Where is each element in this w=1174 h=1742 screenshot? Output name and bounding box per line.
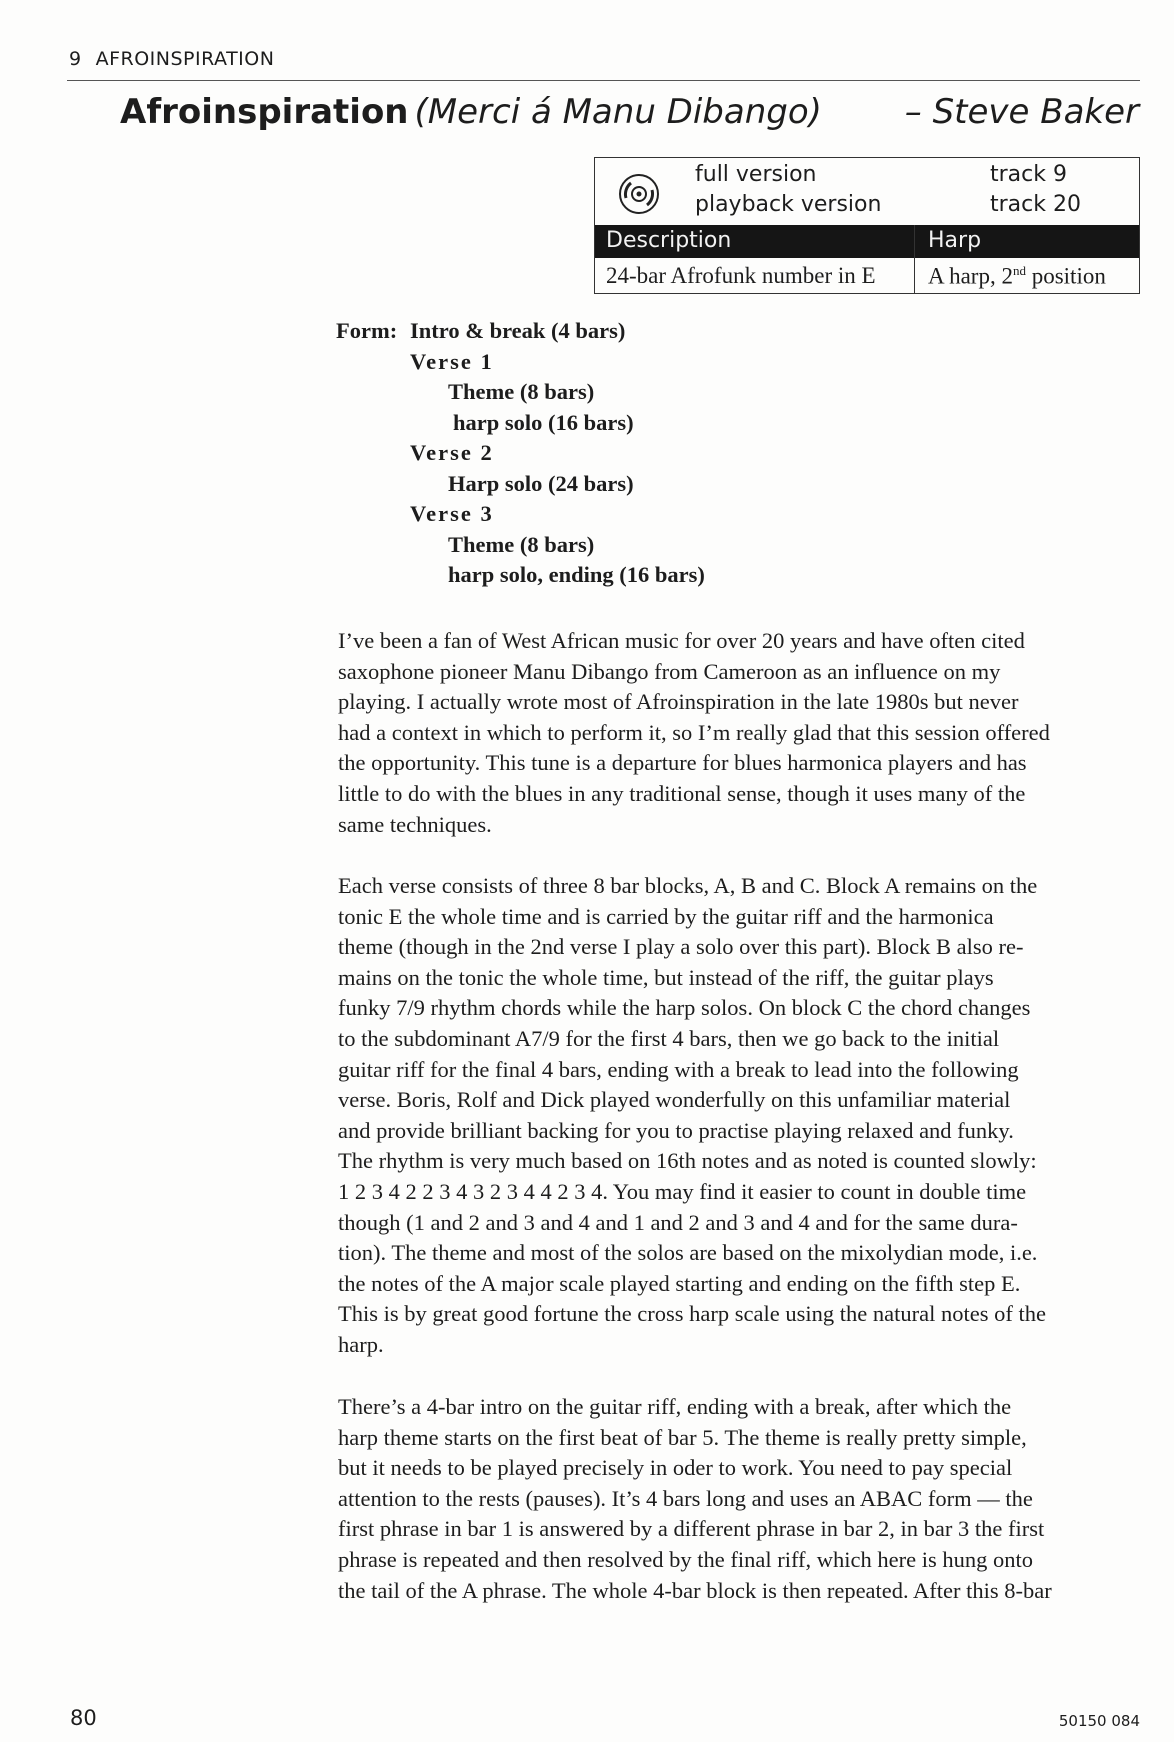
title-author: – Steve Baker: [904, 92, 1139, 132]
title-subtitle: (Merci á Manu Dibango): [414, 92, 822, 132]
text-line: though (1 and 2 and 3 and 4 and 1 and 2 and 3 and 4 and for the same dura-: [338, 1209, 1018, 1235]
form-label: Form:: [336, 318, 398, 343]
text-line: There’s a 4-bar intro on the guitar riff, ending with a break, after which the: [338, 1394, 1012, 1419]
text-line: to the subdominant A7/9 for the first 4 bars, then we go back to the initial: [338, 1025, 1000, 1051]
text-line: but it needs to be played precisely in oder to work. You need to pay special: [338, 1455, 1013, 1481]
form-item: Verse 2: [410, 440, 494, 465]
page-number: 80: [70, 1706, 97, 1730]
cd-icon: [617, 172, 661, 221]
text-line: mains on the tonic the whole time, but instead of the riff, the guitar plays: [338, 964, 994, 990]
text-line: attention to the rests (pauses). It’s 4 bars long and uses an ABAC form — the: [338, 1485, 1033, 1511]
text-line: tonic E the whole time and is carried by the guitar riff and the harmonica: [338, 903, 994, 929]
text-line: phrase is repeated and then resolved by the final riff, which here is hung onto: [338, 1546, 1033, 1572]
text-line: little to do with the blues in any traditional sense, though it uses many of the: [338, 780, 1026, 806]
track-label: playback version: [695, 192, 882, 217]
info-header-bar: [595, 225, 1139, 258]
chapter-title: AFROINSPIRATION: [95, 48, 275, 70]
track-label: full version: [695, 162, 817, 187]
harp-value: A harp, 2nd position: [928, 263, 1106, 289]
text-line: the tail of the A phrase. The whole 4-bar block is then repeated. After this 8-bar: [338, 1577, 1052, 1603]
text-line: theme (though in the 2nd verse I play a solo over this part). Block B also re-: [338, 934, 1024, 960]
paragraph-structure: [338, 871, 1143, 1361]
form-item: Theme (8 bars): [448, 531, 595, 557]
running-head: [69, 48, 274, 70]
form-item: Theme (8 bars): [448, 379, 595, 404]
form-item: harp solo, ending (16 bars): [448, 562, 705, 587]
text-line: the opportunity. This tune is a departure for blues harmonica players and has: [338, 750, 1027, 776]
text-line: Each verse consists of three 8 bar blocks, A, B and C. Block A remains on the: [338, 873, 1038, 898]
form-item: harp solo (16 bars): [453, 409, 634, 435]
track-number: track 9: [990, 162, 1067, 187]
chapter-number: 9: [69, 48, 82, 70]
description-value: 24-bar Afrofunk number in E: [606, 263, 876, 288]
catalog-code: 50150 084: [1058, 1712, 1140, 1730]
text-line: and provide brilliant backing for you to practise playing relaxed and funky.: [338, 1117, 1014, 1143]
text-line: This is by great good fortune the cross harp scale using the natural notes of the: [338, 1301, 1046, 1327]
text-line: the notes of the A major scale played starting and ending on the fifth step E.: [338, 1270, 1021, 1296]
text-line: I’ve been a fan of West African music for over 20 years and have often cited: [338, 628, 1025, 653]
page-title: [120, 92, 822, 132]
text-line: guitar riff for the final 4 bars, ending with a break to lead into the following: [338, 1056, 1019, 1082]
text-line: 1 2 3 4 2 2 3 4 3 2 3 4 4 2 3 4. You may find it easier to count in double time: [338, 1178, 1027, 1204]
text-line: harp.: [338, 1331, 384, 1357]
header-harp: Harp: [928, 228, 982, 253]
text-line: had a context in which to perform it, so I’m really glad that this session offered: [338, 719, 1050, 745]
text-line: playing. I actually wrote most of Afroinspiration in the late 1980s but never: [338, 689, 1019, 715]
form-item: Harp solo (24 bars): [448, 470, 634, 496]
text-line: verse. Boris, Rolf and Dick played wonderfully on this unfamiliar material: [338, 1087, 1011, 1113]
form-item: Verse 3: [410, 501, 494, 526]
text-line: saxophone pioneer Manu Dibango from Cameroon as an influence on my: [338, 658, 1001, 684]
paragraph-intro: [338, 626, 1143, 840]
info-values-row: [595, 258, 1139, 293]
text-line: harp theme starts on the first beat of bar 5. The theme is really pretty simple,: [338, 1424, 1027, 1450]
track-info-box: [594, 157, 1140, 294]
form-item: Intro & break (4 bars): [410, 318, 626, 343]
text-line: tion). The theme and most of the solos are based on the mixolydian mode, i.e.: [338, 1240, 1038, 1266]
text-line: funky 7/9 rhythm chords while the harp solos. On block C the chord changes: [338, 995, 1031, 1021]
form-item: Verse 1: [410, 348, 494, 374]
header-description: Description: [606, 228, 732, 253]
title-main: Afroinspiration: [120, 92, 409, 132]
text-line: same techniques.: [338, 811, 492, 837]
header-rule: [67, 80, 1140, 81]
track-number: track 20: [990, 192, 1081, 217]
paragraph-theme: [338, 1392, 1143, 1606]
text-line: The rhythm is very much based on 16th notes and as noted is counted slowly:: [338, 1148, 1037, 1174]
text-line: first phrase in bar 1 is answered by a different phrase in bar 2, in bar 3 the first: [338, 1516, 1045, 1542]
column-divider: [914, 225, 915, 293]
